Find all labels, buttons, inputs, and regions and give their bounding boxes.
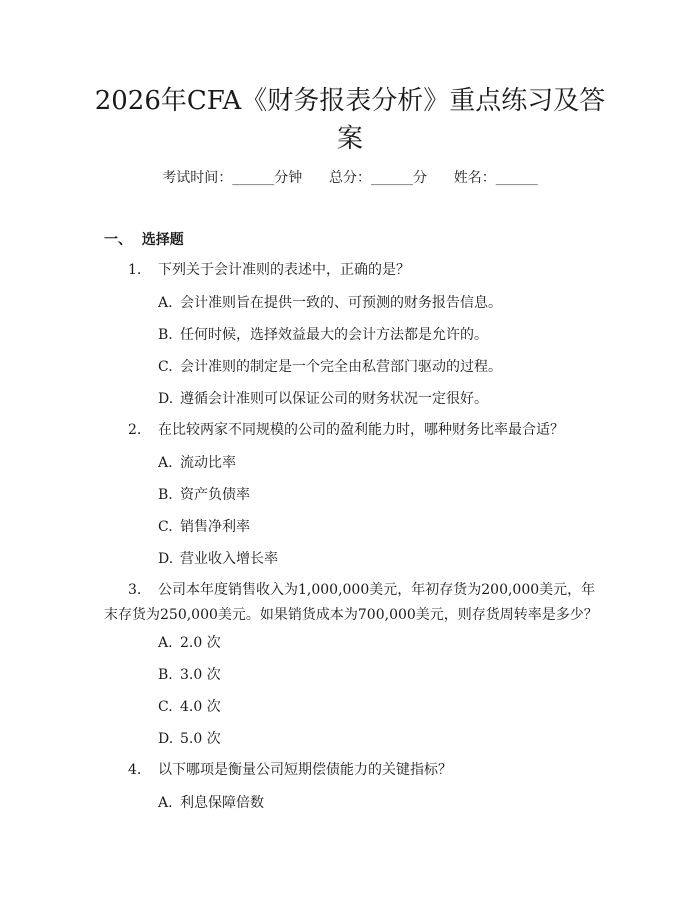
option-text: 会计准则的制定是一个完全由私营部门驱动的过程。 bbox=[180, 359, 502, 375]
question-4 bbox=[104, 758, 604, 783]
section-heading bbox=[104, 230, 184, 250]
option-text: 会计准则旨在提供一致的、可预测的财务报告信息。 bbox=[180, 295, 502, 311]
q2-option-d bbox=[158, 549, 278, 569]
option-letter: B. bbox=[158, 487, 173, 503]
option-text: 2.0 次 bbox=[180, 635, 221, 651]
option-text: 资产负债率 bbox=[180, 487, 250, 503]
question-number: 1. bbox=[128, 262, 142, 278]
option-text: 4.0 次 bbox=[180, 699, 221, 715]
question-3 bbox=[104, 578, 604, 628]
option-letter: A. bbox=[158, 295, 173, 311]
option-letter: C. bbox=[158, 519, 173, 535]
q2-option-c bbox=[158, 517, 250, 537]
question-text: 下列关于会计准则的表述中，正确的是？ bbox=[158, 262, 410, 278]
question-number: 2. bbox=[128, 422, 142, 438]
option-text: 5.0 次 bbox=[180, 731, 221, 747]
q1-option-d bbox=[158, 389, 488, 409]
option-letter: A. bbox=[158, 795, 173, 811]
question-2 bbox=[104, 418, 604, 443]
q2-option-a bbox=[158, 453, 236, 473]
q3-option-b bbox=[158, 665, 221, 685]
option-letter: D. bbox=[158, 391, 174, 407]
option-text: 任何时候，选择效益最大的会计方法都是允许的。 bbox=[180, 327, 488, 343]
section-number: 一、 bbox=[104, 232, 132, 248]
option-letter: B. bbox=[158, 667, 173, 683]
option-text: 流动比率 bbox=[180, 455, 236, 471]
option-text: 3.0 次 bbox=[180, 667, 221, 683]
q1-option-b bbox=[158, 325, 488, 345]
option-text: 遵循会计准则可以保证公司的财务状况一定很好。 bbox=[180, 391, 488, 407]
option-text: 销售净利率 bbox=[180, 519, 250, 535]
question-1 bbox=[104, 258, 604, 283]
name-label: 姓名：______ bbox=[453, 170, 538, 186]
section-title: 选择题 bbox=[141, 232, 184, 248]
q3-option-d bbox=[158, 729, 221, 749]
option-letter: A. bbox=[158, 635, 173, 651]
total-score-label: 总分：______分 bbox=[329, 170, 427, 186]
option-letter: A. bbox=[158, 455, 173, 471]
q3-option-a bbox=[158, 633, 221, 653]
option-letter: C. bbox=[158, 699, 173, 715]
q4-option-a bbox=[158, 793, 264, 813]
option-letter: C. bbox=[158, 359, 173, 375]
option-text: 利息保障倍数 bbox=[180, 795, 264, 811]
option-letter: D. bbox=[158, 551, 174, 567]
question-number: 3. bbox=[128, 582, 142, 598]
q2-option-b bbox=[158, 485, 250, 505]
question-text: 以下哪项是衡量公司短期偿债能力的关键指标？ bbox=[158, 762, 452, 778]
option-text: 营业收入增长率 bbox=[180, 551, 278, 567]
q1-option-a bbox=[158, 293, 502, 313]
exam-meta-line bbox=[0, 168, 700, 188]
q3-option-c bbox=[158, 697, 221, 717]
question-number: 4. bbox=[128, 762, 142, 778]
question-text: 在比较两家不同规模的公司的盈利能力时，哪种财务比率最合适？ bbox=[158, 422, 564, 438]
option-letter: D. bbox=[158, 731, 174, 747]
option-letter: B. bbox=[158, 327, 173, 343]
question-text: 公司本年度销售收入为1,000,000美元，年初存货为200,000美元，年末存货为250,000美元。如果销货成本为700,000美元，则存货周转率是多少？ bbox=[104, 582, 598, 623]
q1-option-c bbox=[158, 357, 502, 377]
page-title: 2026年CFA《财务报表分析》重点练习及答案 bbox=[94, 86, 606, 154]
exam-time-label: 考试时间：______分钟 bbox=[162, 170, 303, 186]
